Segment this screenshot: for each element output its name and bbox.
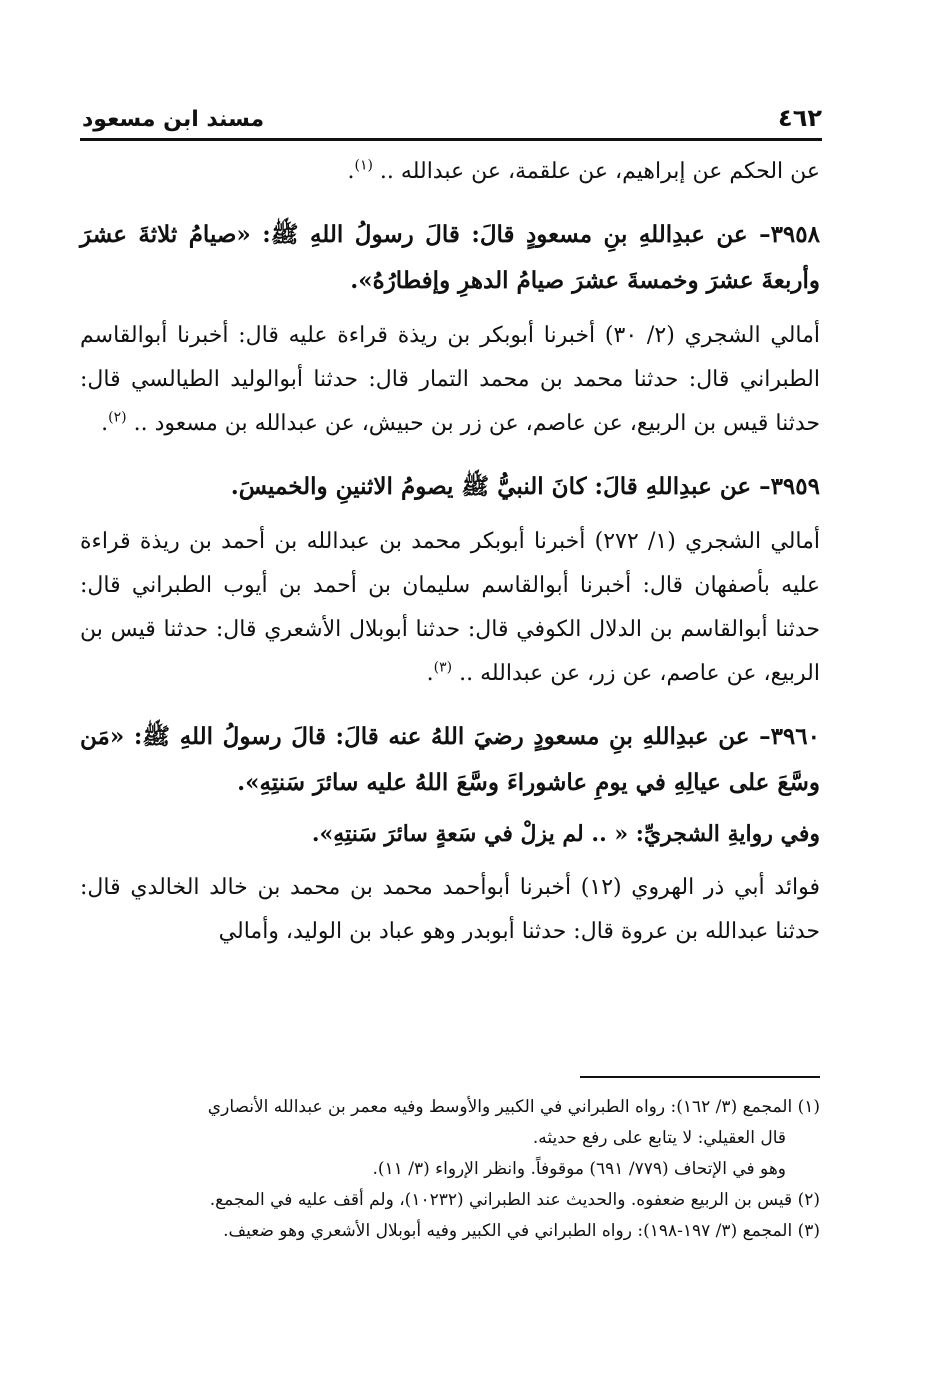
source-3959 bbox=[80, 520, 820, 696]
text: . bbox=[101, 411, 109, 436]
text: أمالي الشجري (١/ ٢٧٢) أخبرنا أبوبكر محمد بن عبدالله بن أحمد بن ريذة قراءة عليه بأصفهان قال: أخبرنا أبوالقاسم سليمان بن أحمد بن أيوب الطبراني قال: حدثنا أبوالقاسم بن الدلال الكوفي قال: حدثنا أبوبلال الأشعري قال: حدثنا قيس بن الربيع، عن عاصم، عن زر، عن عبدالله .. bbox=[80, 529, 821, 686]
text: أمالي الشجري (٢/ ٣٠) أخبرنا أبوبكر بن ريذة قراءة عليه قال: أخبرنا أبوالقاسم الطبراني قال: حدثنا محمد بن محمد التمار قال: حدثنا أبوالوليد الطيالسي قال: حدثنا قيس بن الربيع، عن عاصم، عن زر بن حبيش، عن عبدالله بن مسعود .. bbox=[80, 323, 821, 436]
footnote-1: (١) المجمع (٣/ ١٦٢): رواه الطبراني في الكبير والأوسط وفيه معمر بن عبدالله الأنصاري bbox=[207, 1097, 820, 1117]
text: عن الحكم عن إبراهيم، عن علقمة، عن عبدالله .. bbox=[372, 159, 820, 184]
footnote-ref-1: (١) bbox=[354, 157, 373, 174]
text: . bbox=[347, 159, 355, 184]
page-number: ٤٦٢ bbox=[778, 104, 822, 132]
continuation-paragraph bbox=[80, 150, 820, 194]
footnote-3: (٣) المجمع (٣/ ١٩٧-١٩٨): رواه الطبراني في الكبير وفيه أبوبلال الأشعري وهو ضعيف. bbox=[223, 1221, 820, 1241]
footnotes bbox=[80, 1092, 820, 1247]
hadith-3959: ٣٩٥٩– عن عبدِاللهِ قالَ: كانَ النبيُّ ﷺ يصومُ الاثنينِ والخميسَ. bbox=[230, 473, 820, 500]
hadith-3958: ٣٩٥٨– عن عبدِاللهِ بنِ مسعودٍ قالَ: قالَ رسولُ اللهِ ﷺ: «صيامُ ثلاثةَ عشرَ وأربعةَ عشرَ وخمسةَ عشرَ صيامُ الدهرِ وإفطارُهُ». bbox=[80, 221, 820, 294]
running-title: مسند ابن مسعود bbox=[82, 107, 265, 132]
footnote-2: (٢) قيس بن الربيع ضعفوه. والحديث عند الطبراني (١٠٢٣٢)، ولم أقف عليه في المجمع. bbox=[209, 1190, 820, 1210]
footnote-ref-2: (٢) bbox=[108, 409, 127, 426]
header-rule bbox=[80, 138, 822, 141]
source-3960: فوائد أبي ذر الهروي (١٢) أخبرنا أبوأحمد محمد بن محمد بن خالد الخالدي قال: حدثنا عبدالله بن عروة قال: حدثنا أبوبدر وهو عباد بن الوليد، وأمالي bbox=[80, 875, 820, 944]
alternate-narration: وفي روايةِ الشجريِّ: « .. لم يزلْ في سَعةٍ سائرَ سَنتِهِ». bbox=[311, 821, 820, 847]
source-3958 bbox=[80, 314, 820, 446]
text: . bbox=[426, 661, 434, 686]
footnote-separator bbox=[580, 1076, 820, 1078]
footnote-ref-3: (٣) bbox=[433, 659, 453, 676]
hadith-3960: ٣٩٦٠– عن عبدِاللهِ بنِ مسعودٍ رضيَ اللهُ عنه قالَ: قالَ رسولُ اللهِ ﷺ: «مَن وسَّعَ على عيالِهِ في يومِ عاشوراءَ وسَّعَ اللهُ عليه سائرَ سَنتِهِ». bbox=[80, 723, 820, 796]
page-header bbox=[82, 92, 822, 132]
footnote-1-cont: قال العقيلي: لا يتابع على رفع حديثه. bbox=[532, 1128, 786, 1148]
main-text bbox=[80, 150, 820, 954]
footnote-1-cont: وهو في الإتحاف (٧٧٩/ ٦٩١) موقوفاً. وانظر الإرواء (٣/ ١١). bbox=[372, 1159, 786, 1179]
